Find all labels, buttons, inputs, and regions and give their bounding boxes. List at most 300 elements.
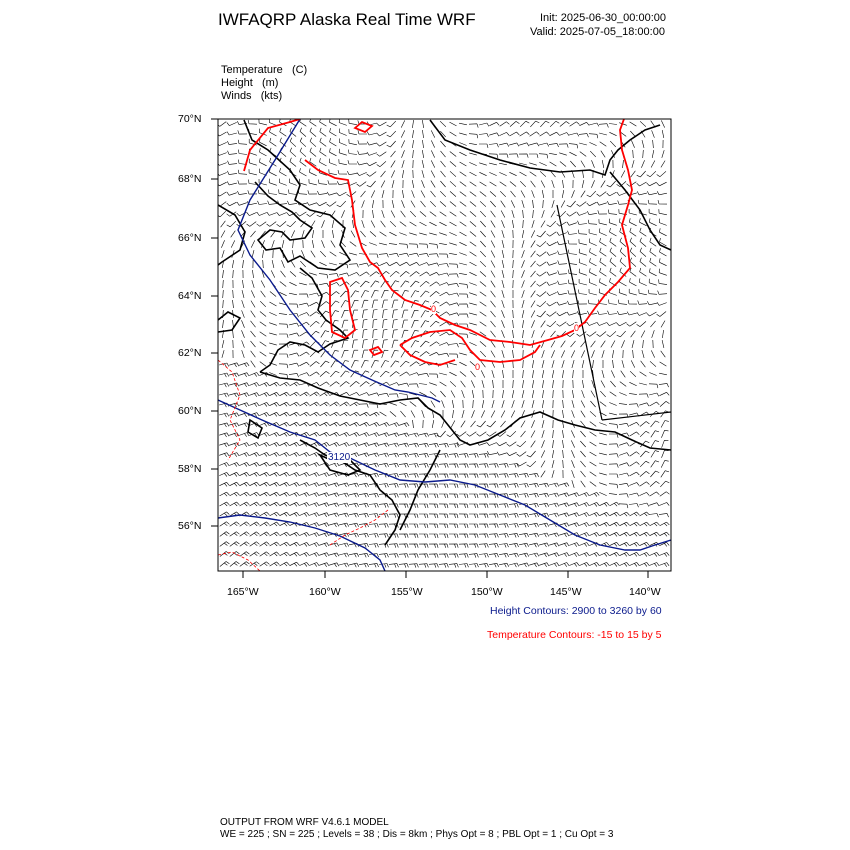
wind-barb — [618, 300, 627, 305]
wind-barb — [439, 454, 448, 458]
wind-barb — [571, 341, 576, 347]
wind-barb — [459, 242, 466, 245]
wind-barb — [369, 504, 379, 508]
wind-barb — [362, 200, 365, 207]
wind-barb — [223, 270, 224, 278]
wind-barb — [507, 442, 517, 447]
wind-barb — [389, 232, 396, 236]
wind-barb — [629, 483, 639, 486]
wind-barb — [582, 360, 584, 368]
wind-barb — [622, 360, 624, 368]
wind-barb — [599, 463, 607, 465]
wind-barb — [630, 238, 636, 247]
wind-barb — [290, 382, 300, 386]
wind-barb — [509, 543, 518, 547]
wind-barb — [469, 143, 477, 144]
wind-barb — [513, 340, 514, 348]
wind-barb — [610, 381, 615, 387]
wind-barb — [559, 493, 569, 497]
wind-barb — [569, 523, 579, 527]
wind-barb — [270, 302, 277, 306]
wind-barb — [340, 412, 350, 416]
wind-barb — [597, 322, 607, 325]
wind-barb — [489, 163, 497, 165]
wind-barb — [261, 291, 266, 297]
wind-barb — [547, 262, 557, 265]
wind-barb — [412, 140, 413, 148]
wind-barb — [289, 363, 299, 367]
wind-barb — [401, 140, 404, 147]
wind-barb — [659, 228, 666, 236]
wind-barb — [319, 473, 329, 477]
variable-height: Height (m) — [221, 77, 279, 89]
wind-barb — [480, 211, 486, 217]
wind-barb — [469, 342, 476, 345]
wind-barb — [499, 544, 509, 548]
wind-barb — [480, 182, 487, 186]
wind-barb — [300, 261, 305, 267]
wind-barb — [299, 422, 309, 426]
wind-barb — [420, 281, 429, 286]
wind-barb — [659, 383, 669, 387]
wind-barb — [391, 151, 396, 157]
wind-barb — [539, 162, 546, 165]
wind-barb — [362, 350, 368, 358]
wind-barb — [522, 200, 524, 208]
wind-barb — [569, 553, 579, 557]
wind-barb — [541, 221, 545, 228]
wind-barb — [590, 411, 596, 416]
wind-barb — [542, 350, 545, 358]
wind-barb — [479, 454, 488, 458]
wind-barb — [551, 211, 555, 218]
wind-barb — [409, 514, 418, 518]
wind-barb — [402, 150, 405, 157]
wind-barb — [429, 484, 438, 488]
wind-barb — [238, 170, 247, 175]
wind-barb — [582, 390, 585, 398]
wind-barb — [449, 494, 458, 498]
wind-barb — [619, 494, 628, 498]
wind-barb — [270, 552, 280, 556]
wind-barb — [607, 181, 616, 187]
wind-barb — [480, 261, 486, 267]
wind-barb — [267, 212, 277, 215]
wind-barb — [660, 362, 667, 366]
wind-barb — [440, 382, 447, 386]
wind-barb — [489, 144, 499, 148]
wind-barb — [317, 202, 327, 206]
wind-barb — [480, 282, 486, 287]
wind-barb — [280, 542, 290, 546]
wind-barb — [629, 504, 639, 508]
wind-barb — [401, 130, 405, 137]
wind-barb — [579, 269, 587, 276]
wind-barb — [360, 382, 370, 387]
wind-barb — [512, 400, 515, 408]
wind-barb — [459, 133, 467, 135]
wind-barb — [549, 553, 559, 557]
wind-barb — [630, 268, 636, 277]
wind-barb — [460, 162, 467, 166]
wind-barb — [487, 421, 496, 427]
wind-barb — [542, 370, 544, 378]
wind-barb — [531, 420, 534, 427]
wind-barb — [509, 553, 519, 557]
wind-barb — [533, 200, 534, 208]
wind-barb — [532, 390, 534, 398]
wind-barb — [632, 340, 634, 348]
wind-barb — [590, 401, 595, 407]
wind-barb — [402, 200, 405, 207]
wind-barb — [527, 451, 536, 457]
wind-barb — [450, 122, 457, 126]
wind-barb — [390, 221, 396, 227]
wind-barb — [269, 392, 279, 396]
wind-barb — [309, 452, 319, 456]
wind-barb — [459, 314, 468, 318]
wind-barb — [349, 533, 359, 537]
wind-barb — [339, 159, 347, 165]
wind-barb — [420, 352, 430, 357]
wind-barb — [252, 280, 254, 288]
wind-barb — [653, 140, 654, 148]
wind-barb — [382, 190, 384, 198]
wind-barb — [460, 202, 466, 207]
wind-barb — [579, 493, 589, 497]
wind-barb — [587, 322, 597, 325]
wind-barb — [269, 190, 278, 195]
wind-barb — [260, 362, 266, 367]
wind-barb — [480, 271, 486, 276]
wind-barb — [479, 163, 487, 165]
wind-barb — [279, 452, 289, 456]
wind-barb — [252, 270, 253, 278]
wind-barb — [269, 312, 276, 315]
wind-barb — [399, 262, 409, 266]
wind-barb — [517, 441, 526, 447]
wind-barb — [590, 482, 596, 487]
wind-barb — [569, 270, 578, 275]
wind-barb — [280, 532, 290, 536]
wind-barb — [329, 169, 337, 175]
wind-barb — [280, 382, 290, 386]
wind-barb — [260, 322, 266, 327]
wind-barb — [519, 473, 529, 477]
wind-barb — [250, 532, 260, 536]
wind-barb — [280, 552, 290, 556]
wind-barb — [272, 240, 275, 248]
wind-barb — [239, 453, 249, 457]
wind-barb — [239, 433, 249, 437]
wind-barb — [562, 430, 563, 438]
wind-barb — [639, 542, 649, 546]
wind-barb — [309, 513, 319, 517]
wind-barb — [220, 532, 230, 537]
wind-barb — [650, 492, 660, 496]
wind-barb — [513, 380, 514, 388]
wind-barb — [299, 552, 309, 556]
wind-barb — [459, 362, 466, 366]
wind-barb — [579, 239, 587, 245]
wind-barb — [489, 563, 499, 567]
wind-barb — [650, 248, 656, 257]
wind-barb — [547, 252, 557, 255]
wind-barb — [319, 422, 329, 426]
wind-barb — [479, 544, 488, 548]
wind-barb — [247, 212, 257, 215]
wind-barb — [299, 542, 309, 546]
wind-barb — [430, 291, 440, 296]
wind-barb — [219, 482, 229, 486]
wind-barb — [629, 289, 637, 295]
wind-barb — [513, 350, 514, 358]
wind-barb — [329, 483, 339, 487]
wind-barb — [469, 323, 477, 325]
wind-barb — [342, 320, 348, 328]
wind-barb — [637, 321, 646, 326]
wind-barb — [610, 228, 617, 236]
wind-barb — [399, 233, 406, 236]
wind-barb — [450, 222, 457, 226]
wind-barb — [439, 443, 449, 447]
wind-barb — [460, 222, 467, 226]
wind-barb — [640, 121, 646, 126]
wind-barb — [641, 361, 646, 367]
wind-barb — [250, 492, 260, 496]
wind-barb — [608, 210, 617, 215]
wind-barb — [422, 130, 423, 138]
wind-barb — [229, 423, 239, 427]
wind-barb — [580, 441, 585, 447]
wind-barb — [399, 463, 409, 467]
wind-barb — [579, 143, 587, 145]
wind-barb — [439, 514, 448, 518]
wind-barb — [369, 404, 378, 408]
wind-barb — [309, 543, 319, 547]
wind-barb — [390, 411, 396, 416]
wind-barb — [649, 373, 656, 376]
wind-barb — [339, 553, 349, 557]
wind-barb — [661, 430, 668, 437]
wind-barb — [513, 320, 514, 328]
wind-barb — [532, 190, 535, 197]
wind-barb — [459, 353, 467, 355]
wind-barb — [260, 542, 270, 546]
wind-barb — [537, 272, 547, 276]
wind-barb — [540, 171, 546, 176]
wind-barb — [589, 552, 599, 556]
wind-barb — [547, 302, 557, 306]
wind-barb — [559, 153, 567, 155]
wind-barb — [552, 200, 554, 208]
wind-barb — [349, 253, 357, 255]
wind-barb — [597, 192, 607, 197]
wind-barb — [439, 264, 449, 268]
wind-barb — [251, 331, 256, 337]
wind-barb — [609, 124, 617, 125]
wind-barb — [389, 394, 398, 398]
wind-barb — [582, 380, 583, 388]
wind-barb — [511, 191, 516, 197]
wind-barb — [639, 383, 647, 385]
wind-barb — [552, 460, 554, 468]
wind-barb — [569, 513, 579, 517]
wind-barb — [419, 263, 429, 266]
wind-barb — [379, 484, 389, 488]
wind-barb — [422, 160, 424, 168]
wind-barb — [462, 410, 464, 418]
wind-barb — [519, 563, 529, 567]
wind-barb — [661, 421, 669, 428]
wind-barb — [271, 270, 275, 277]
wind-barb — [522, 280, 525, 287]
wind-barb — [659, 503, 669, 506]
wind-barb — [542, 190, 544, 198]
wind-barb — [419, 244, 428, 248]
wind-barb — [239, 403, 249, 407]
wind-barb — [493, 380, 494, 388]
wind-barb — [620, 248, 626, 257]
wind-barb — [430, 212, 436, 217]
wind-barb — [369, 534, 379, 538]
wind-barb — [460, 212, 466, 217]
wind-barb — [339, 149, 347, 155]
wind-barb — [590, 151, 596, 157]
wind-barb — [299, 483, 309, 487]
wind-barb — [609, 474, 618, 478]
wind-barb — [269, 168, 276, 176]
wind-barb — [637, 191, 647, 195]
wind-barb — [439, 283, 449, 286]
wind-barb — [231, 231, 236, 238]
wind-barb — [572, 190, 575, 197]
wind-barb — [567, 312, 577, 315]
wind-barb — [497, 442, 507, 446]
wind-barb — [617, 331, 626, 337]
wind-barb — [399, 394, 408, 399]
wind-barb — [630, 278, 637, 286]
wind-barb — [562, 360, 564, 368]
wind-barb — [547, 242, 557, 246]
wind-barb — [550, 162, 557, 166]
border-line — [557, 205, 602, 420]
wind-barb — [349, 119, 357, 124]
wind-barb — [419, 564, 428, 568]
wind-barb — [659, 279, 667, 284]
wind-barb — [510, 121, 519, 126]
wind-barb — [239, 393, 249, 397]
wind-barb — [367, 162, 377, 166]
wind-barb — [430, 321, 439, 327]
wind-barb — [379, 262, 389, 265]
wind-barb — [270, 542, 280, 546]
wind-barb — [491, 411, 495, 418]
wind-barb — [449, 524, 458, 528]
wind-barb — [480, 341, 486, 346]
wind-barb — [558, 271, 567, 275]
wind-barb — [251, 341, 256, 347]
page-title: IWFAQRP Alaska Real Time WRF — [218, 10, 476, 29]
wind-barb — [351, 360, 358, 367]
wind-barb — [389, 544, 398, 548]
wind-barb — [229, 482, 239, 486]
wind-barb — [431, 191, 436, 197]
wind-barb — [277, 212, 287, 215]
wind-barb — [240, 522, 250, 526]
wind-barb — [449, 363, 457, 365]
wind-barb — [310, 128, 316, 137]
lon-label: 160°W — [309, 586, 341, 598]
wind-barb — [400, 411, 405, 417]
wind-barb — [547, 321, 556, 327]
wind-barb — [411, 411, 415, 418]
wind-barb — [379, 433, 389, 437]
wind-barb — [350, 281, 359, 286]
wind-barb — [377, 142, 387, 146]
wind-barb — [630, 432, 640, 436]
wind-barb — [579, 543, 589, 547]
wind-barb — [461, 381, 466, 387]
wind-barb — [369, 243, 377, 246]
wind-barb — [230, 532, 240, 537]
wind-barb — [249, 482, 259, 486]
wind-barb — [662, 330, 663, 338]
wind-barb — [409, 244, 418, 248]
wind-barb — [221, 221, 226, 227]
wind-barb — [430, 282, 440, 286]
wind-barb — [291, 261, 295, 268]
wind-barb — [220, 542, 230, 547]
wind-barb — [371, 290, 378, 297]
wind-barb — [270, 138, 277, 146]
wind-barb — [647, 171, 656, 177]
wind-barb — [320, 251, 326, 257]
wind-barb — [230, 552, 240, 557]
lon-label: 165°W — [227, 586, 259, 598]
wind-barb — [520, 181, 526, 187]
wind-barb — [529, 473, 539, 477]
wind-barb — [330, 292, 340, 297]
wind-barb — [619, 562, 629, 566]
wind-barb — [229, 383, 239, 387]
wind-barb — [647, 301, 657, 305]
wind-barb — [489, 172, 496, 175]
wind-barb — [459, 484, 468, 488]
wind-barb — [589, 522, 599, 526]
wind-barb — [250, 231, 255, 237]
wind-barb — [522, 260, 525, 267]
wind-barb — [568, 240, 577, 244]
wind-barb — [469, 303, 477, 305]
wind-barb — [251, 290, 254, 297]
wind-barb — [529, 163, 537, 165]
wind-barb — [619, 552, 629, 556]
wind-barb — [279, 179, 286, 186]
wind-barb — [249, 403, 259, 407]
wind-barb — [240, 532, 250, 537]
wind-barb — [299, 532, 309, 536]
wind-barb — [519, 523, 529, 527]
wind-barb — [349, 422, 359, 426]
wind-barb — [310, 412, 320, 416]
height-contour-legend: Height Contours: 2900 to 3260 by 60 — [490, 605, 662, 617]
wind-barb — [589, 123, 599, 126]
wind-barb — [592, 350, 595, 357]
wind-barb — [339, 483, 349, 487]
wind-barb — [657, 182, 667, 186]
wind-barb — [522, 390, 524, 398]
